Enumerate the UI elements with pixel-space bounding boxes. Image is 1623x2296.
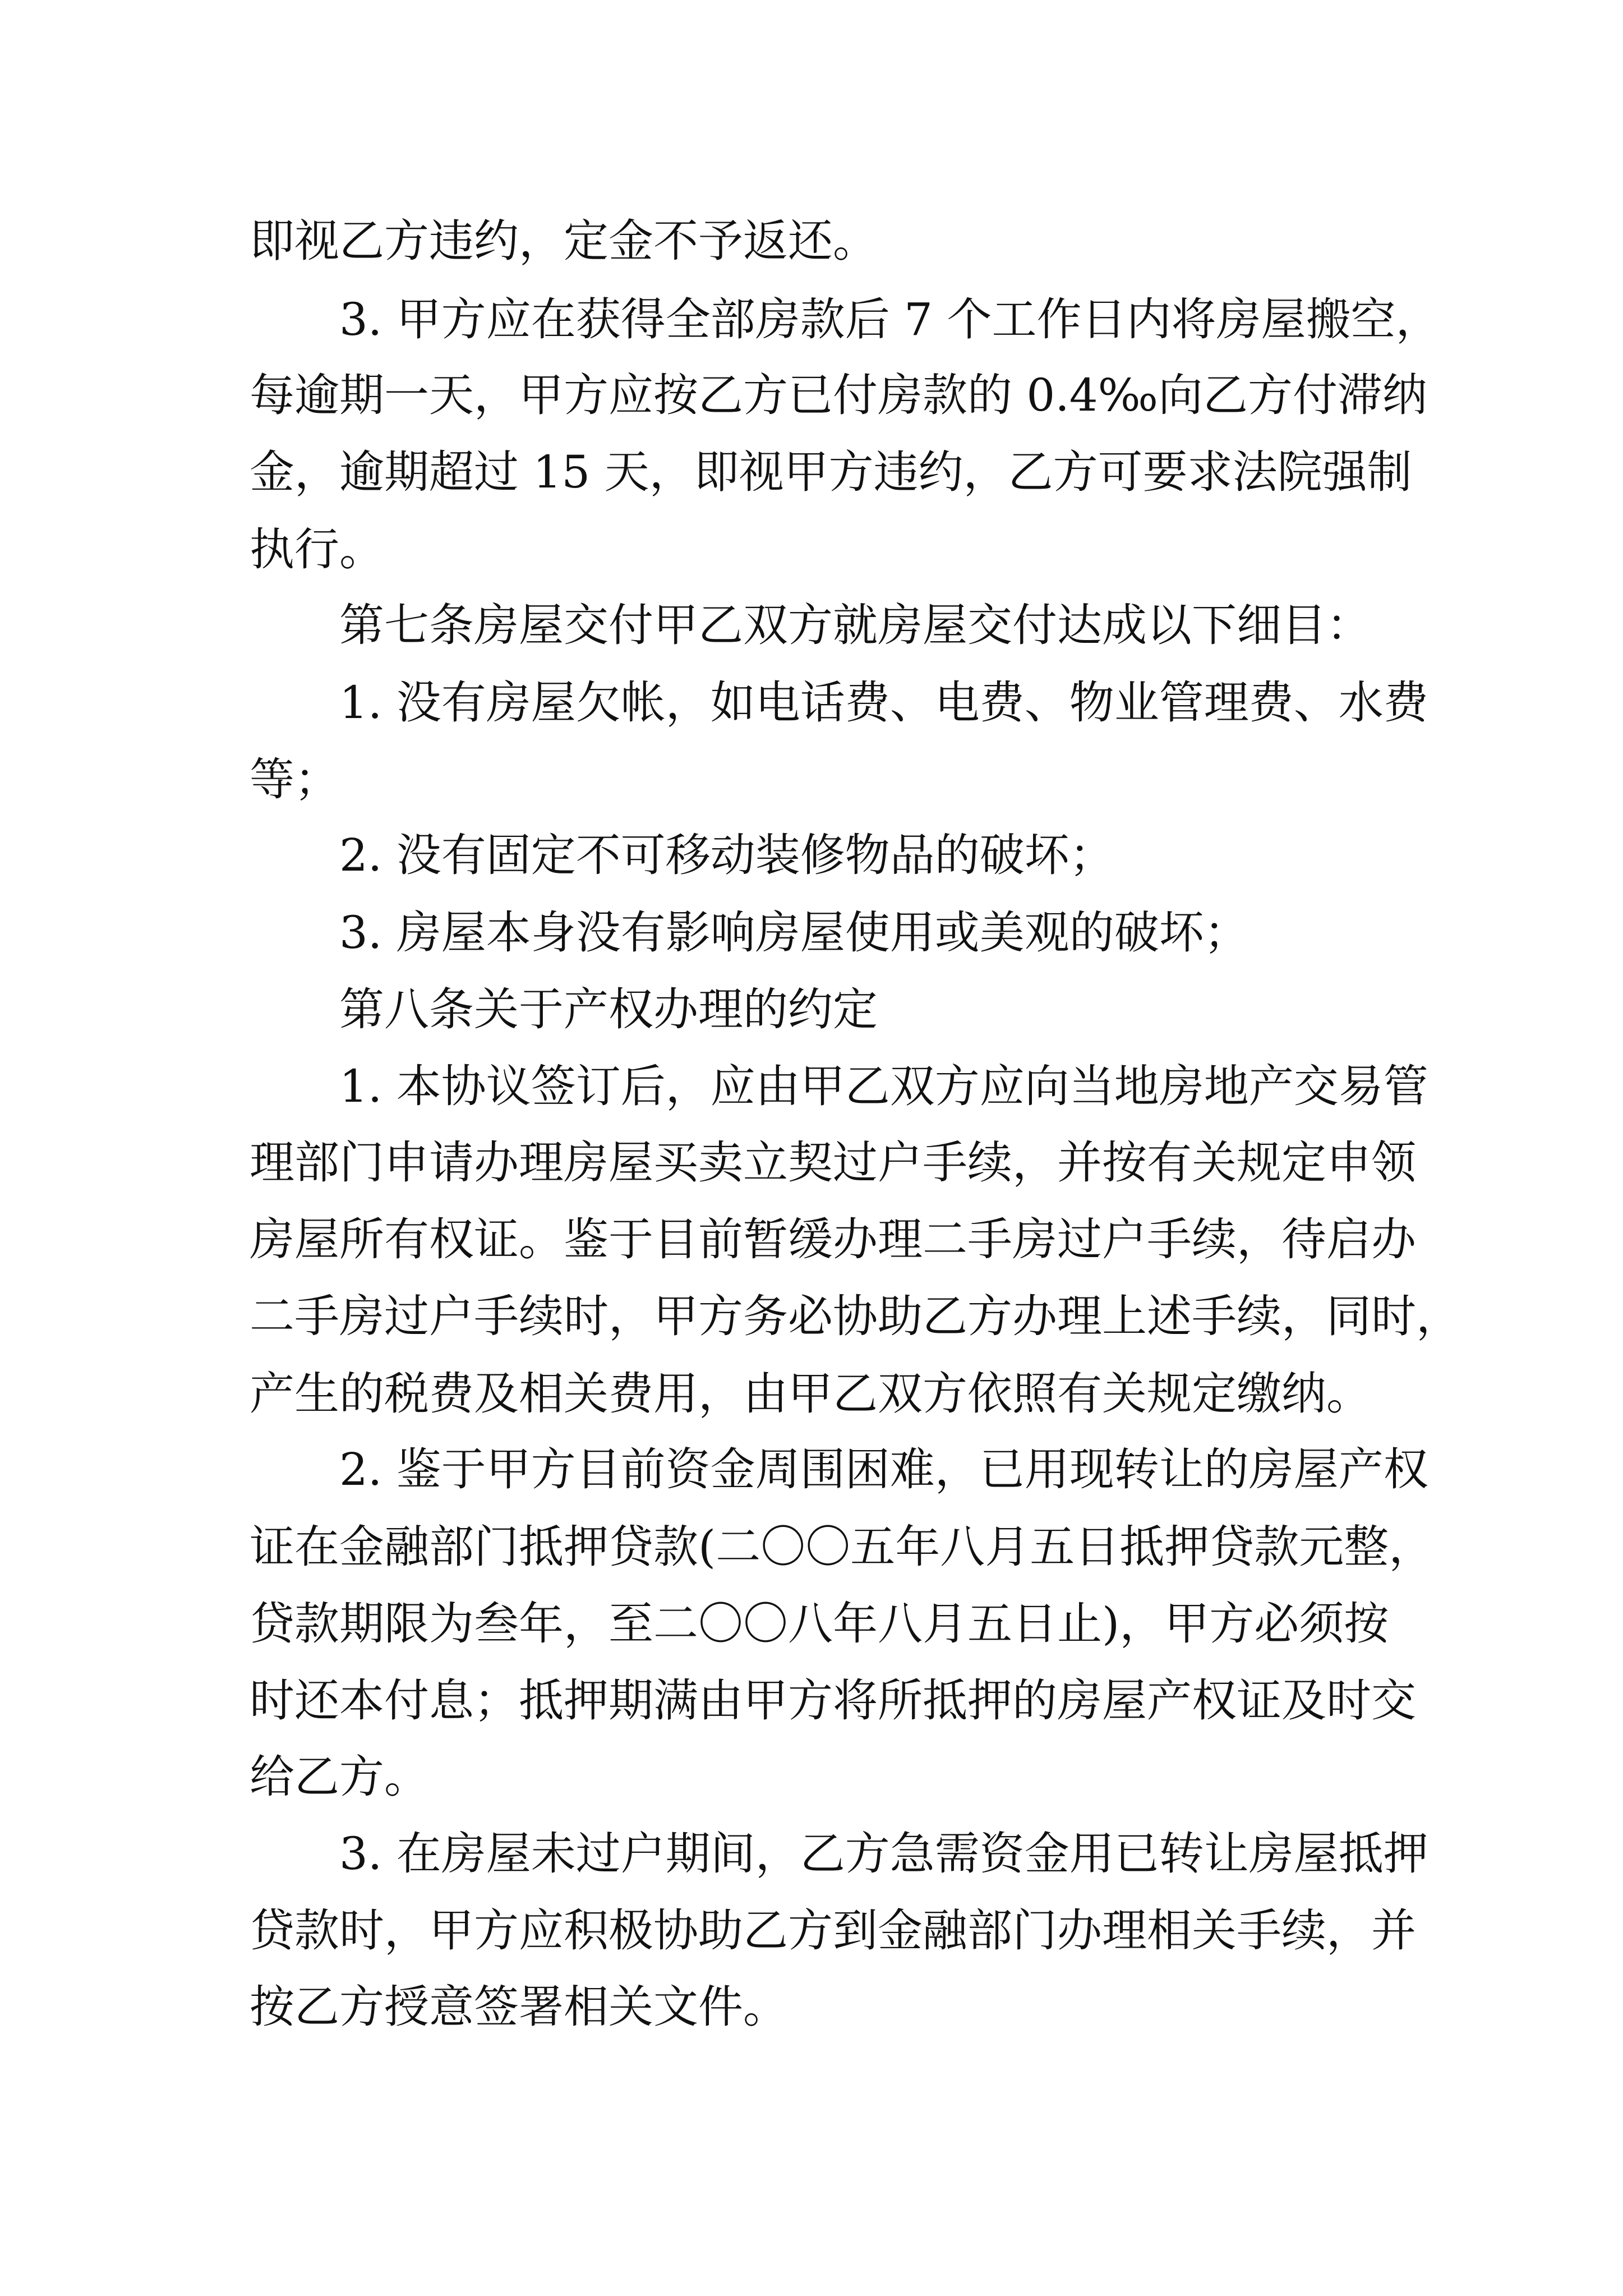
text-line: 第七条房屋交付甲乙双方就房屋交付达成以下细目： [339,599,1371,651]
text-line: 按乙方授意签署相关文件。 [250,1981,788,2033]
text-line: 金，逾期超过 15 天，即视甲方违约，乙方可要求法院强制 [250,446,1412,498]
text-line: 理部门申请办理房屋买卖立契过户手续，并按有关规定申领 [250,1137,1416,1189]
text-line: 1. 没有房屋欠帐，如电话费、电费、物业管理费、水费 [339,677,1428,729]
text-line: 二手房过户手续时，甲方务必协助乙方办理上述手续，同时， [250,1290,1461,1342]
text-line: 第八条关于产权办理的约定 [339,983,878,1036]
text-line: 3. 甲方应在获得全部房款后 7 个工作日内将房屋搬空， [339,293,1441,346]
text-line: 贷款时，甲方应积极协助乙方到金融部门办理相关手续，并 [250,1904,1416,1957]
text-line: 等； [250,753,339,806]
text-line: 3. 在房屋未过户期间，乙方急需资金用已转让房屋抵押 [339,1828,1428,1880]
text-line: 2. 没有固定不可移动装修物品的破坏； [339,829,1114,881]
text-line: 房屋所有权证。鉴于目前暂缓办理二手房过户手续，待启办 [250,1213,1416,1266]
text-line: 2. 鉴于甲方目前资金周围困难，已用现转让的房屋产权 [339,1443,1428,1496]
text-line: 时还本付息；抵押期满由甲方将所抵押的房屋产权证及时交 [250,1674,1416,1727]
text-line: 1. 本协议签订后，应由甲乙双方应向当地房地产交易管 [339,1060,1428,1112]
text-line: 贷款期限为叁年，至二〇〇八年八月五日止)，甲方必须按 [250,1598,1389,1650]
text-line: 产生的税费及相关费用，由甲乙双方依照有关规定缴纳。 [250,1368,1371,1420]
text-line: 执行。 [250,523,384,576]
text-line: 给乙方。 [250,1751,429,1803]
text-line: 证在金融部门抵押贷款(二〇〇五年八月五日抵押贷款元整， [250,1521,1434,1573]
text-line: 即视乙方违约，定金不予返还。 [250,215,878,267]
text-line: 每逾期一天，甲方应按乙方已付房款的 0.4‰向乙方付滞纳 [250,369,1427,421]
text-line: 3. 房屋本身没有影响房屋使用或美观的破坏； [339,907,1249,959]
